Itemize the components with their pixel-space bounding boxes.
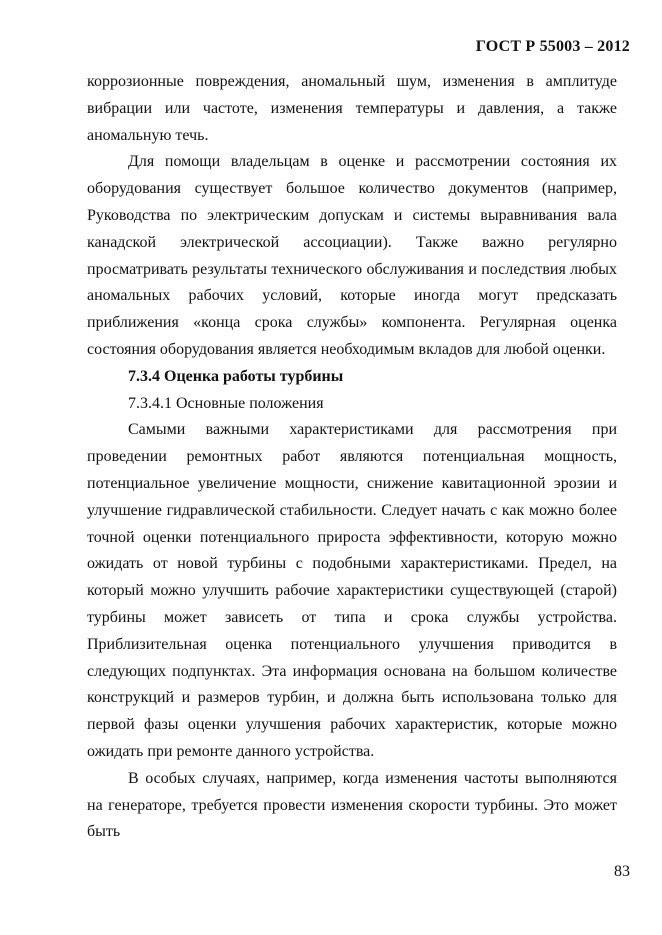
document-standard-header: ГОСТ Р 55003 – 2012 [475,38,630,55]
page-number: 83 [614,863,630,880]
paragraph-continuation: коррозионные повреждения, аномальный шум, изменения в амплитуде вибрации или частоте, изменения температуры и давления, а также аномальную течь. [87,73,617,144]
page-body [87,69,617,846]
paragraph-special-cases: В особых случаях, например, когда изменения частоты выполняются на генераторе, требуется провести изменения скорости турбины. Это может быть [87,769,617,841]
paragraph-documents: Для помощи владельцам в оценке и рассмотрении состояния их оборудования существует большое количество документов (например, Руководства по электрическим допускам и системы выравнивания вала канадской электрической ассоциации). Также важно регулярно просматривать результаты технического обслуживания и последствия любых аномальных рабочих условий, которые иногда могут предсказать приближения «конца срока службы» компонента. Регулярная оценка состояния оборудования является необходимым вкладов для любой оценки. [87,153,617,358]
section-heading: 7.3.4 Оценка работы турбины [128,367,344,385]
subsection-heading: 7.3.4.1 Основные положения [128,394,324,412]
paragraph-characteristics: Самыми важными характеристиками для рассмотрения при проведении ремонтных работ являются потенциальная мощность, потенциальное увеличение мощности, снижение кавитационной эрозии и улучшение гидравлической стабильности. Следует начать с как можно более точной оценки потенциального прироста эффективности, которую можно ожидать от новой турбины с подобными характеристиками. Предел, на который можно улучшить рабочие характеристики существующей (старой) турбины может зависеть от типа и срока службы устройства. Приблизительная оценка потенциального улучшения приводится в следующих подпунктах. Эта информация основана на большом количестве конструкций и размеров турбин, и должна быть использована только для первой фазы оценки улучшения рабочих характеристик, которые можно ожидать при ремонте данного устройства. [87,421,617,760]
